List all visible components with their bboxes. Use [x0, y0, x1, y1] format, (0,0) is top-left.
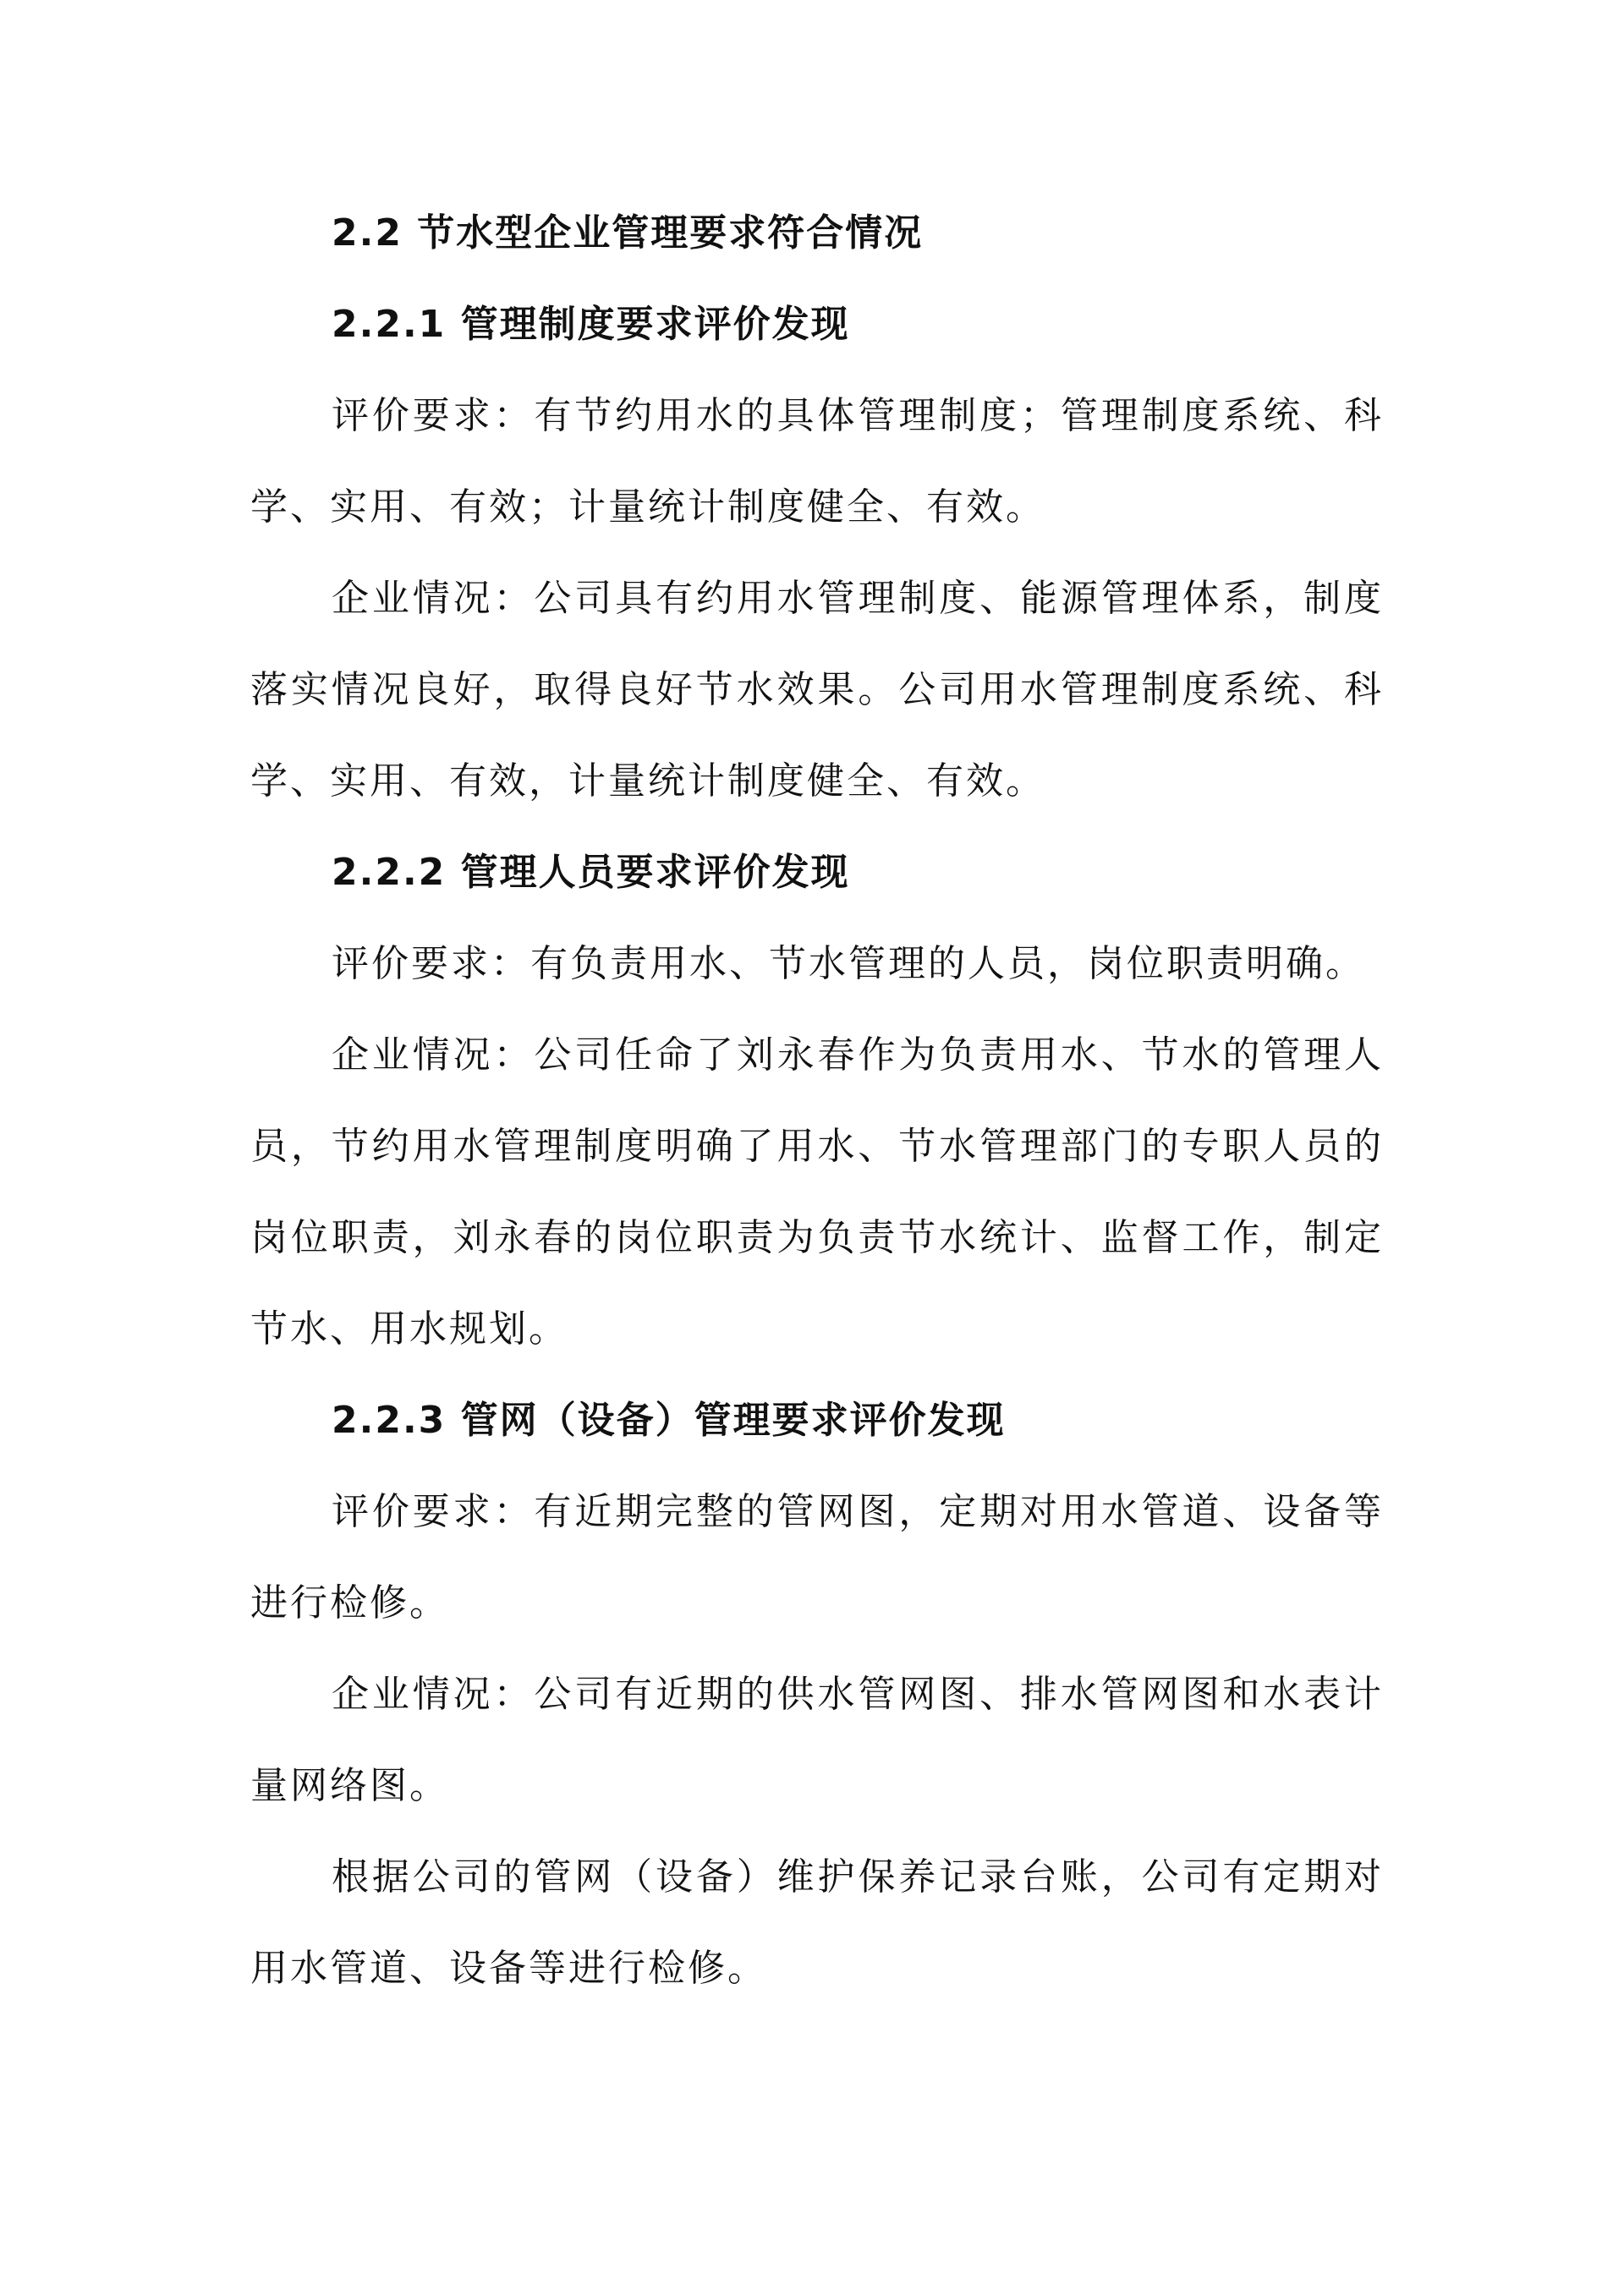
document-body [250, 188, 1384, 2014]
subsection-heading-management-system: 2.2.1 管理制度要求评价发现 [332, 303, 850, 346]
paragraph-enterprise-situation: 企业情况：公司有近期的供水管网图、排水管网图和水表计量网络图。 [250, 1673, 1384, 1807]
paragraph-enterprise-situation: 企业情况：公司任命了刘永春作为负责用水、节水的管理人员，节约用水管理制度明确了用水、节水管理部门的专职人员的岗位职责，刘永春的岗位职责为负责节水统计、监督工作，制定节水、用水规划。 [250, 1033, 1384, 1351]
subsection-heading-management-personnel: 2.2.2 管理人员要求评价发现 [332, 851, 850, 894]
paragraph-evaluation-requirement: 评价要求：有节约用水的具体管理制度；管理制度系统、科学、实用、有效；计量统计制度健全、有效。 [250, 394, 1384, 529]
paragraph-evaluation-requirement: 评价要求：有负责用水、节水管理的人员，岗位职责明确。 [332, 942, 1365, 985]
paragraph-enterprise-situation: 企业情况：公司具有约用水管理制度、能源管理体系，制度落实情况良好，取得良好节水效果。公司用水管理制度系统、科学、实用、有效，计量统计制度健全、有效。 [250, 577, 1384, 803]
paragraph-evaluation-requirement: 评价要求：有近期完整的管网图，定期对用水管道、设备等进行检修。 [250, 1490, 1384, 1625]
subsection-heading-pipe-network: 2.2.3 管网（设备）管理要求评价发现 [332, 1399, 1006, 1442]
section-heading: 2.2 节水型企业管理要求符合情况 [332, 211, 924, 255]
paragraph-maintenance-records: 根据公司的管网（设备）维护保养记录台账，公司有定期对用水管道、设备等进行检修。 [250, 1855, 1384, 1990]
